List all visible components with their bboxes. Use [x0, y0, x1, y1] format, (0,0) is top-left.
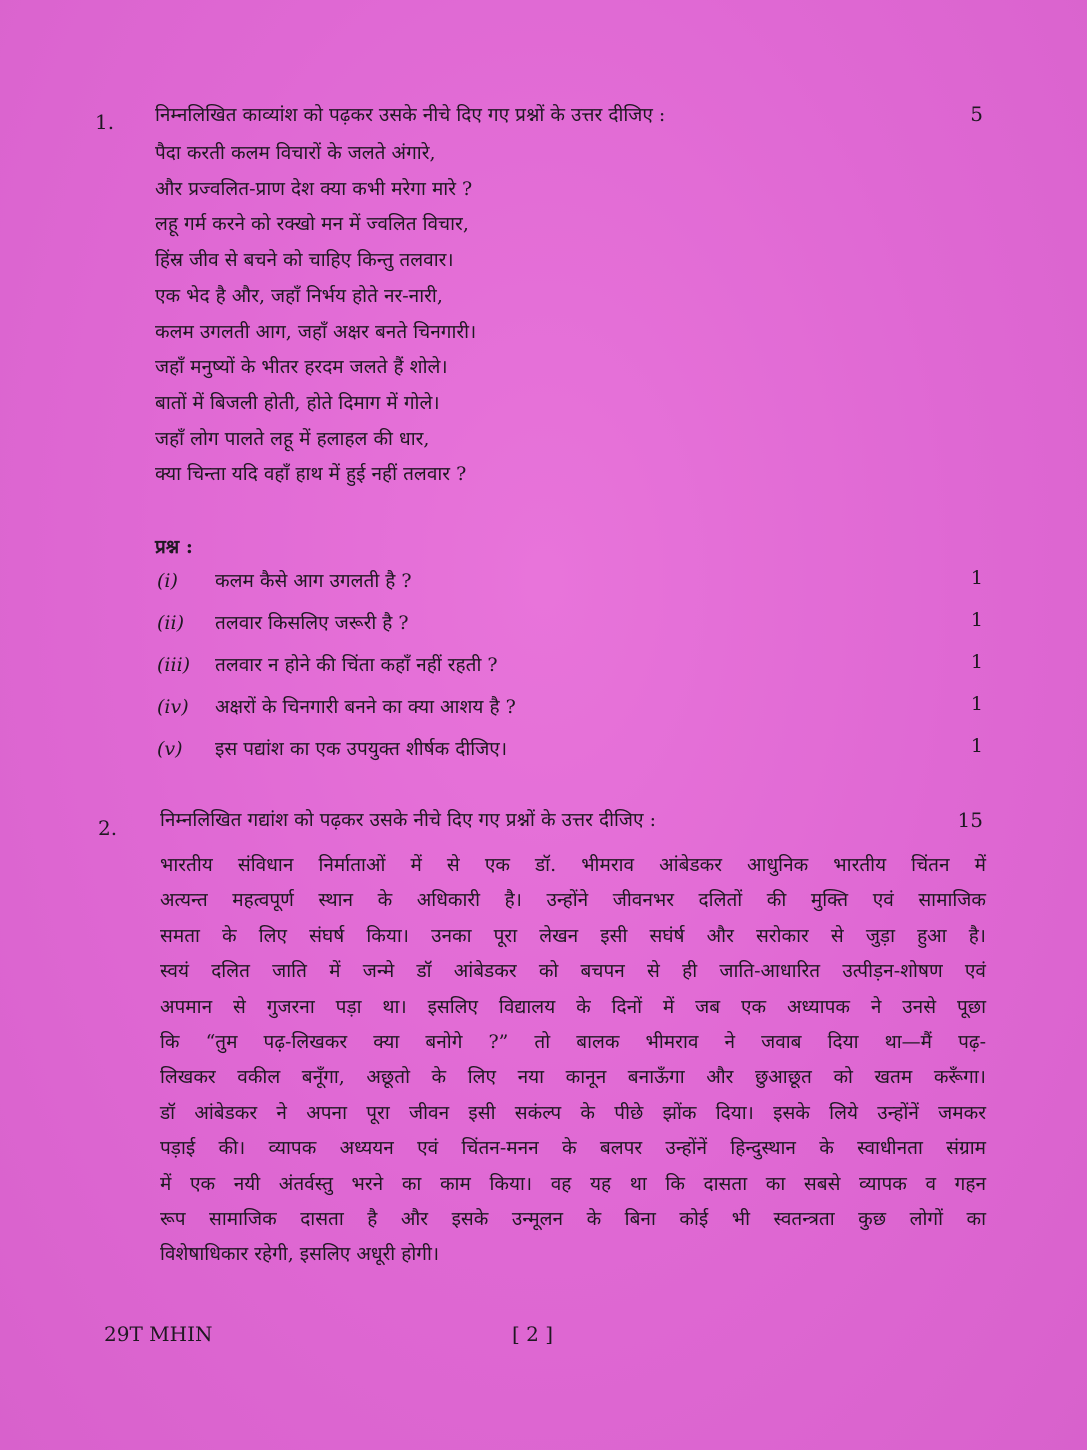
sub-question-text: इस पद्यांश का एक उपयुक्त शीर्षक दीजिए।	[215, 738, 508, 760]
sub-question-marks: 1	[970, 567, 983, 589]
sub-question-marks: 1	[970, 609, 983, 631]
passage-line: में एक नयी अंतर्वस्तु भरने का काम किया। वह यह था कि दासता का सबसे व्यापक व गहन	[160, 1172, 986, 1195]
passage-line: रूप सामाजिक दासता है और इसके उन्मूलन के बिना कोई भी स्वतन्त्रता कुछ लोगों का	[160, 1208, 986, 1231]
passage-line: पड़ाई की। व्यापक अध्ययन एवं चिंतन-मनन के बलपर उन्होंनें हिन्दुस्थान के स्वाधीनता संग्राम	[160, 1137, 986, 1160]
poem-line: जहाँ मनुष्यों के भीतर हरदम जलते हैं शोले।	[155, 356, 448, 379]
sub-question-marks: 1	[970, 735, 983, 757]
poem-line: क्या चिन्ता यदि वहाँ हाथ में हुई नहीं तलवार ?	[155, 463, 467, 486]
passage-line: स्वयं दलित जाति में जन्मे डॉ आंबेडकर को बचपन से ही जाति-आधारित उत्पीड़न-शोषण एवं	[160, 960, 986, 983]
poem-line: कलम उगलती आग, जहाँ अक्षर बनते चिनगारी।	[155, 320, 477, 343]
question-2-heading: निम्नलिखित गद्यांश को पढ़कर उसके नीचे दिए गए प्रश्नों के उत्तर दीजिए :	[160, 809, 656, 831]
poem-line: पैदा करती कलम विचारों के जलते अंगारे,	[155, 142, 436, 164]
sub-question	[157, 693, 983, 723]
paper-code: 29T MHIN	[104, 1322, 213, 1346]
sub-question	[157, 609, 983, 639]
sub-question-text: तलवार किसलिए जरूरी है ?	[215, 612, 409, 634]
sub-question-text: तलवार न होने की चिंता कहाँ नहीं रहती ?	[215, 654, 498, 676]
sub-question	[157, 735, 983, 765]
sub-question-text: अक्षरों के चिनगारी बनने का क्या आशय है ?	[215, 696, 516, 718]
poem-line: और प्रज्वलित-प्राण देश क्या कभी मरेगा मारे ?	[155, 177, 473, 200]
sub-question-text: कलम कैसे आग उगलती है ?	[215, 570, 412, 592]
passage-line: डॉ आंबेडकर ने अपना पूरा जीवन इसी सकंल्प के पीछे झोंक दिया। इसके लिये उन्होंनें जमकर	[160, 1101, 986, 1124]
question-2-marks: 15	[957, 808, 983, 832]
sub-question-marks: 1	[970, 651, 983, 673]
passage-line: विशेषाधिकार रहेगी, इसलिए अधूरी होगी।	[160, 1243, 440, 1266]
question-1-marks: 5	[970, 102, 983, 126]
sub-question-number: (iv)	[157, 696, 189, 718]
poem-line: हिंस्र जीव से बचने को चाहिए किन्तु तलवार।	[155, 249, 454, 272]
poem-line: एक भेद है और, जहाँ निर्भय होते नर-नारी,	[155, 284, 443, 307]
passage-line: लिखकर वकील बनूँगा, अछूतो के लिए नया कानून बनाऊँगा और छुआछूत को खतम करूँगा।	[160, 1066, 986, 1089]
passage-line: कि “तुम पढ़-लिखकर क्या बनोगे ?” तो बालक भीमराव ने जवाब दिया था—मैं पढ़-	[160, 1031, 986, 1054]
sub-question-number: (i)	[157, 570, 178, 592]
question-1-number: 1.	[95, 110, 115, 134]
sub-question-number: (ii)	[157, 612, 184, 634]
sub-question-marks: 1	[970, 693, 983, 715]
question-1-heading: निम्नलिखित काव्यांश को पढ़कर उसके नीचे दिए गए प्रश्नों के उत्तर दीजिए :	[155, 104, 666, 126]
page-number: [ 2 ]	[512, 1322, 554, 1346]
poem-block	[155, 136, 476, 493]
poem-line: बातों में बिजली होती, होते दिमाग में गोले।	[155, 391, 440, 414]
question-2-number: 2.	[98, 816, 118, 840]
passage-line: अत्यन्त महत्वपूर्ण स्थान के अधिकारी है। उन्होंने जीवनभर दलितों की मुक्ति एवं सामाजिक	[160, 889, 986, 912]
passage-line: समता के लिए संघर्ष किया। उनका पूरा लेखन इसी सघंर्ष और सरोकार से जुड़ा हुआ है।	[160, 924, 986, 947]
questions-label: प्रश्न :	[155, 536, 193, 558]
prose-passage	[160, 848, 986, 1273]
passage-line: अपमान से गुजरना पड़ा था। इसलिए विद्यालय के दिनों में जब एक अध्यापक ने उनसे पूछा	[160, 995, 986, 1018]
poem-line: लहू गर्म करने को रक्खो मन में ज्वलित विचार,	[155, 213, 469, 236]
sub-question	[157, 651, 983, 681]
sub-question-number: (iii)	[157, 654, 191, 676]
poem-line: जहाँ लोग पालते लहू में हलाहल की धार,	[155, 427, 430, 450]
passage-line: भारतीय संविधान निर्माताओं में से एक डॉ. भीमराव आंबेडकर आधुनिक भारतीय चिंतन में	[160, 854, 986, 876]
sub-question	[157, 567, 983, 597]
sub-question-number: (v)	[157, 738, 183, 760]
